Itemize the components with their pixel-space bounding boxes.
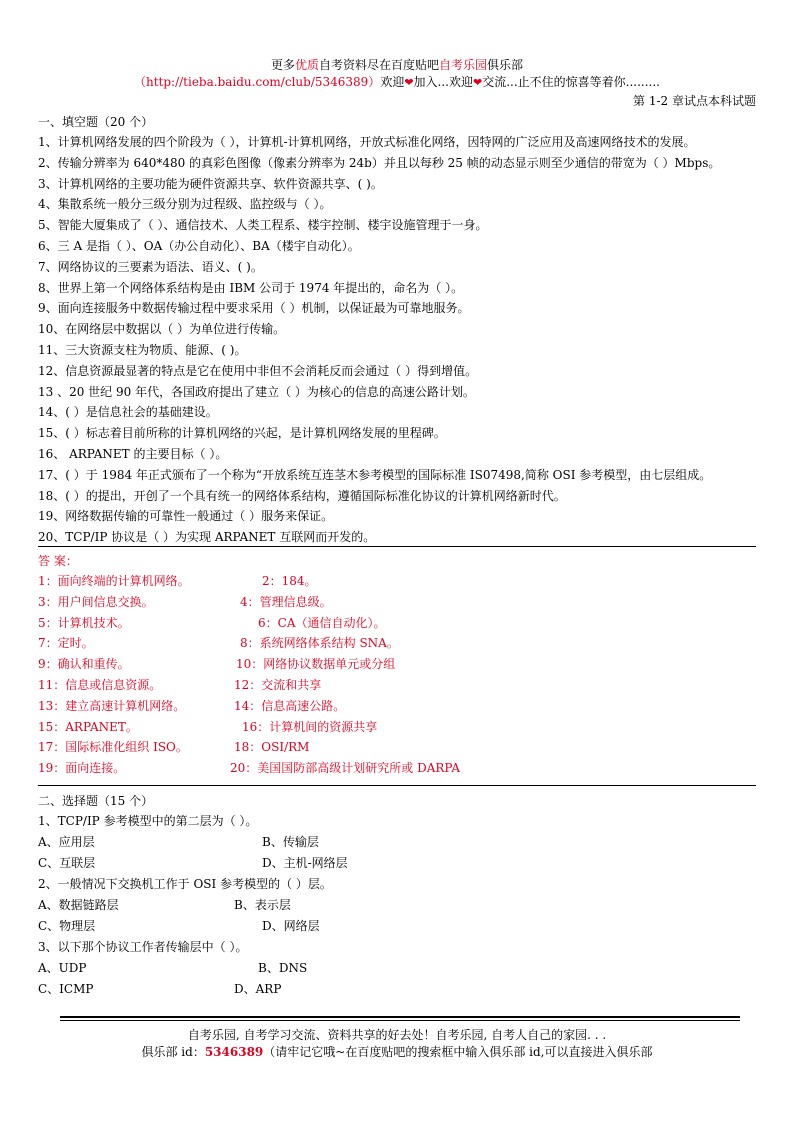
answer-item: 15：ARPANET。 <box>38 719 138 734</box>
fill-blank-question: 10、在网络层中数据以（ ）为单位进行传输。 <box>38 322 286 337</box>
header-highlight: 优质 <box>294 58 319 72</box>
fill-blank-question: 19、网络数据传输的可靠性一般通过（ ）服务来保证。 <box>38 509 334 524</box>
answers-title: 答 案： <box>38 554 78 568</box>
fill-blank-question: 11、三大资源支柱为物质、能源、( )。 <box>38 343 247 357</box>
header-text: 交流...止不住的惊喜等着你......... <box>482 75 660 89</box>
question-text: 3、以下那个协议工作者传输层中（ ）。 <box>38 940 248 954</box>
answer-item: 2：184。 <box>262 574 317 588</box>
answer-item: 6：CA（通信自动化）。 <box>258 615 386 630</box>
club-id: 5346389 <box>204 1045 264 1059</box>
footer-text: （请牢记它哦~在百度贴吧的搜索框中输入俱乐部 id,可以直接进入俱乐部 <box>263 1045 653 1059</box>
header-text: 欢迎 <box>380 75 405 89</box>
answer-item: 1：面向终端的计算机网络。 <box>38 574 190 588</box>
header-text: 俱乐部 <box>487 58 524 72</box>
header-url: （http://tieba.baidu.com/club/5346389） <box>133 75 381 89</box>
divider <box>38 546 756 547</box>
fill-blank-question: 12、信息资源最显著的特点是它在使用中非但不会消耗反而会通过（ ）得到增值。 <box>38 363 478 378</box>
fill-blank-question: 17、( ）于 1984 年正式颁布了一个称为“开放系统互连茎木参考模型的国际标准 IS07498,简称 OSI 参考模型，由七层组成。 <box>38 467 712 482</box>
answer-item: 14：信息高速公路。 <box>234 698 346 713</box>
answer-item: 9：确认和重传。 <box>38 657 130 672</box>
fill-blank-question: 15、( ）标志着目前所称的计算机网络的兴起，是计算机网络发展的里程碑。 <box>38 426 446 441</box>
fill-blank-question: 1、计算机网络发展的四个阶段为（ ），计算机-计算机网络，开放式标准化网络，因特网的广泛应用及高速网络技术的发展。 <box>38 135 696 149</box>
section-title: 二、选择题（15 个） <box>38 794 154 808</box>
header-promo-line <box>0 56 794 73</box>
fill-blank-question: 13 、20 世纪 90 年代，各国政府提出了建立（ ）为核心的信息的高速公路计划。 <box>38 384 475 399</box>
answer-item: 18：OSI/RM <box>234 740 310 755</box>
answer-item: 7：定时。 <box>38 636 94 651</box>
answer-item: 10：网络协议数据单元或分组 <box>236 657 396 672</box>
option: D、主机-网络层 <box>262 856 348 870</box>
header-forum-name: 自考乐园 <box>439 58 488 72</box>
fill-blank-question: 6、三 A 是指（ ）、OA（办公自动化）、BA（楼宇自动化）。 <box>38 239 360 253</box>
fill-blank-question: 14、( ）是信息社会的基础建设。 <box>38 405 218 420</box>
answer-item: 4：管理信息级。 <box>240 594 332 609</box>
answer-item: 5：计算机技术。 <box>38 615 130 630</box>
answer-item: 11：信息或信息资源。 <box>38 678 162 692</box>
option: B、DNS <box>258 961 308 975</box>
header-link-line <box>0 73 794 90</box>
option: B、传输层 <box>262 835 319 849</box>
option: A、数据链路层 <box>38 898 119 912</box>
option: D、网络层 <box>262 919 320 933</box>
footer-club-line <box>0 1043 794 1060</box>
answer-item: 16：计算机间的资源共享 <box>242 719 378 734</box>
answer-item: 3：用户间信息交换。 <box>38 594 154 609</box>
header-text: 自考资料尽在百度贴吧 <box>318 58 439 72</box>
option: D、ARP <box>234 982 282 996</box>
answer-item: 17：国际标准化组织 ISO。 <box>38 740 188 755</box>
footer-line: 自考乐园, 自考学习交流、资料共享的好去处！自考乐园, 自考人自己的家园. . . <box>187 1028 607 1042</box>
option: A、UDP <box>38 961 87 975</box>
fill-blank-question: 2、传输分辨率为 640*480 的真彩色图像（像素分辨率为 24b）并且以每秒 25 帧的动态显示则至少通信的带宽为（ ）Mbps。 <box>38 155 721 170</box>
footer-rule <box>60 1016 740 1018</box>
answer-item: 8：系统网络体系结构 SNA。 <box>240 636 399 651</box>
fill-blank-question: 9、面向连接服务中数据传输过程中要求采用（ ）机制，以保证最为可靠地服务。 <box>38 301 470 316</box>
page-subtitle: 第 1-2 章试点本科试题 <box>633 94 756 108</box>
question-text: 2、一般情况下交换机工作于 OSI 参考模型的（ ）层。 <box>38 877 332 891</box>
option: C、互联层 <box>38 856 96 870</box>
header-text: 更多 <box>270 58 295 72</box>
option: B、表示层 <box>234 898 291 912</box>
question-text: 1、TCP/IP 参考模型中的第二层为（ ）。 <box>38 814 258 828</box>
fill-blank-question: 16、 ARPANET 的主要目标（ ）。 <box>38 447 228 461</box>
header-text: 加入...欢迎 <box>413 75 473 89</box>
fill-blank-question: 7、网络协议的三要素为语法、语义、( )。 <box>38 259 263 274</box>
option: C、ICMP <box>38 982 94 996</box>
fill-blank-question: 5、智能大厦集成了（ ）、通信技术、人类工程系、楼宇控制、楼宇设施管理于一身。 <box>38 218 488 233</box>
option: A、应用层 <box>38 835 95 849</box>
footer-rule <box>60 1020 740 1021</box>
fill-blank-question: 20、TCP/IP 协议是（ ）为实现 ARPANET 互联网而开发的。 <box>38 530 376 545</box>
answer-item: 20：美国国防部高级计划研究所或 DARPA <box>230 761 461 776</box>
heart-icon: ❤ <box>473 76 483 89</box>
fill-blank-question: 3、计算机网络的主要功能为硬件资源共享、软件资源共享、( )。 <box>38 176 383 191</box>
section-title: 一、填空题（20 个） <box>38 115 154 129</box>
answer-item: 13：建立高速计算机网络。 <box>38 698 186 713</box>
answer-item: 12：交流和共享 <box>234 678 322 692</box>
footer-text: 俱乐部 id： <box>141 1045 205 1059</box>
divider <box>38 785 756 786</box>
answer-item: 19：面向连接。 <box>38 761 126 776</box>
option: C、物理层 <box>38 919 96 933</box>
heart-icon: ❤ <box>404 76 414 89</box>
fill-blank-question: 8、世界上第一个网络体系结构是由 IBM 公司于 1974 年提出的，命名为（ ）。 <box>38 280 464 295</box>
fill-blank-question: 4、集散系统一般分三级分别为过程级、监控级与（ ）。 <box>38 197 332 212</box>
fill-blank-question: 18、( ）的提出，开创了一个具有统一的网络体系结构，遵循国际标准化协议的计算机网络新时代。 <box>38 488 566 503</box>
